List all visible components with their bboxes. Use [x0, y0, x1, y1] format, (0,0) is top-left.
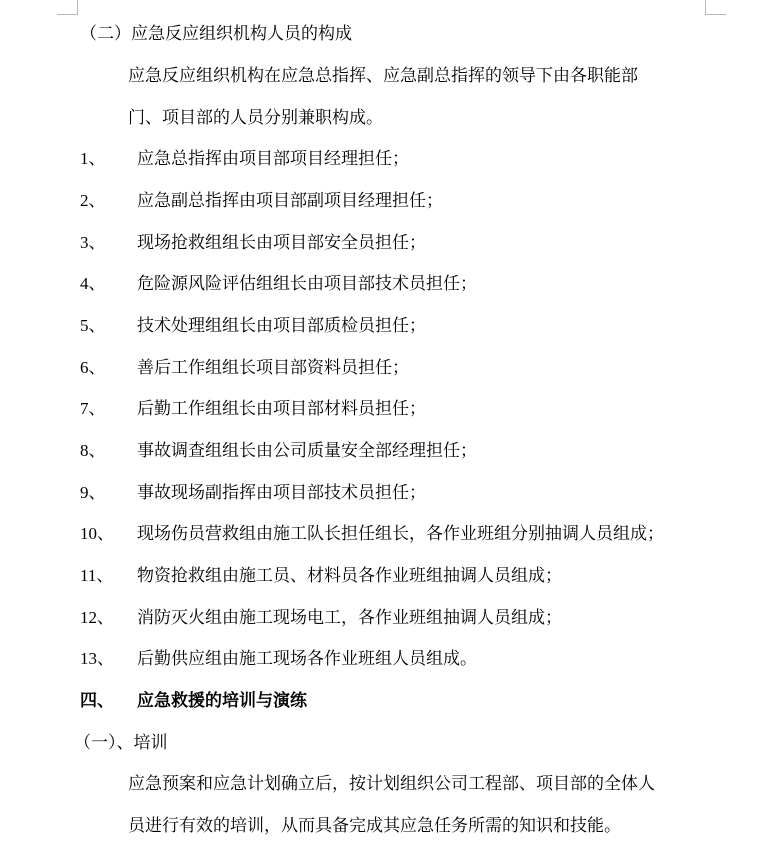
intro-paragraph-line-1: 应急反应组织机构在应急总指挥、应急副总指挥的领导下由各职能部: [128, 66, 638, 86]
list-item-text: 事故调查组组长由公司质量安全部经理担任；: [137, 441, 477, 461]
list-item-text: 物资抢救组由施工员、材料员各作业班组抽调人员组成；: [137, 566, 562, 586]
list-item-number: 9、: [80, 483, 106, 502]
list-item-number: 10、: [80, 524, 114, 543]
list-item-number: 3、: [80, 233, 106, 252]
list-item-number: 1、: [80, 149, 106, 168]
training-paragraph-line-2: 员进行有效的培训，从而具备完成其应急任务所需的知识和技能。: [128, 816, 621, 836]
list-item-text: 应急总指挥由项目部项目经理担任；: [137, 149, 409, 169]
list-item-number: 11、: [80, 566, 114, 585]
list-item-text: 应急副总指挥由项目部副项目经理担任；: [137, 191, 443, 211]
section-heading: （二）应急反应组织机构人员的构成: [80, 24, 352, 44]
list-item-text: 危险源风险评估组组长由项目部技术员担任；: [137, 274, 477, 294]
intro-paragraph-line-2: 门、项目部的人员分别兼职构成。: [128, 108, 383, 128]
list-item-number: 6、: [80, 358, 106, 377]
list-item-number: 8、: [80, 441, 106, 460]
list-item-number: 4、: [80, 274, 106, 293]
list-item-text: 消防灭火组由施工现场电工，各作业班组抽调人员组成；: [137, 608, 562, 628]
list-item-number: 7、: [80, 399, 106, 418]
list-item-number: 13、: [80, 649, 114, 668]
list-item-number: 12、: [80, 608, 114, 627]
list-item-text: 后勤供应组由施工现场各作业班组人员组成。: [137, 649, 477, 669]
list-item-text: 技术处理组组长由项目部质检员担任；: [137, 316, 426, 336]
list-item-text: 善后工作组组长项目部资料员担任；: [137, 358, 409, 378]
list-item-number: 5、: [80, 316, 106, 335]
list-item-text: 后勤工作组组长由项目部材料员担任；: [137, 399, 426, 419]
list-item-number: 2、: [80, 191, 106, 210]
list-item-text: 现场伤员营救组由施工队长担任组长，各作业班组分别抽调人员组成；: [137, 524, 664, 544]
list-item-text: 事故现场副指挥由项目部技术员担任；: [137, 483, 426, 503]
subsection-heading: （一）、培训: [74, 733, 168, 753]
chapter-heading-number: 四、: [80, 691, 114, 711]
training-paragraph-line-1: 应急预案和应急计划确立后，按计划组织公司工程部、项目部的全体人: [128, 774, 655, 794]
crop-mark-top-right: [705, 0, 726, 15]
crop-mark-top-left: [57, 0, 78, 15]
list-item-text: 现场抢救组组长由项目部安全员担任；: [137, 233, 426, 253]
chapter-heading-text: 应急救援的培训与演练: [137, 691, 307, 711]
